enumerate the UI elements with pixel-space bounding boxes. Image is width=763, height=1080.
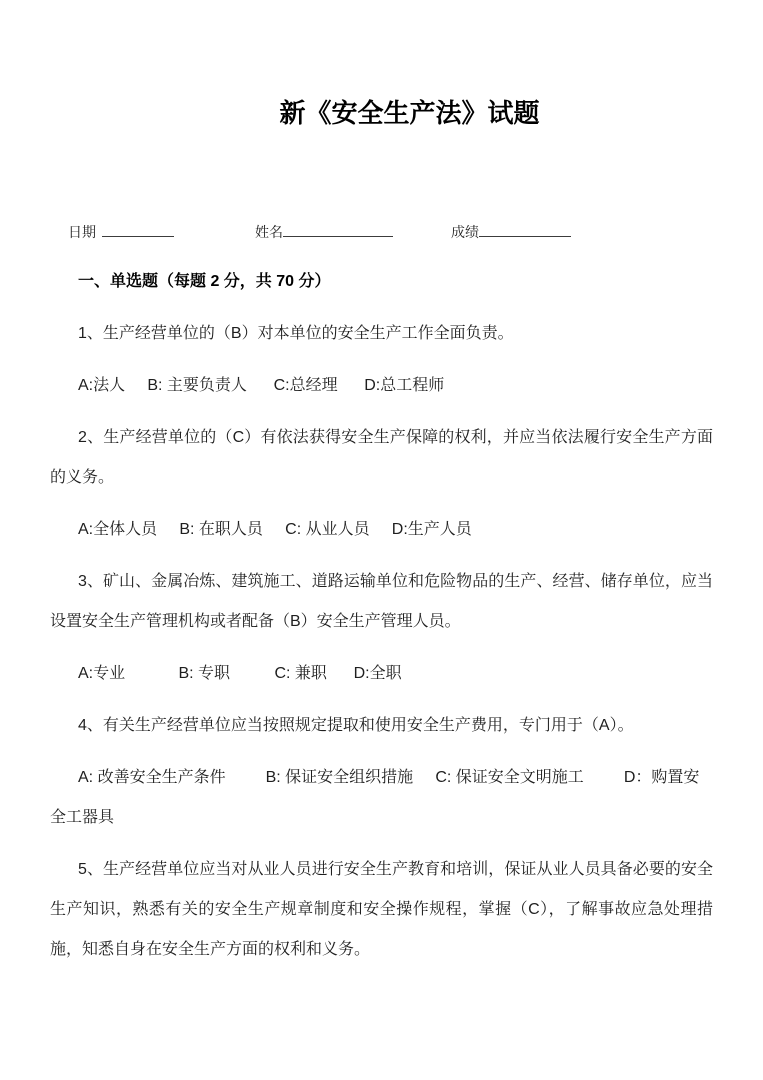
date-field xyxy=(68,222,174,242)
name-field xyxy=(255,222,393,242)
question-1-text: 1、生产经营单位的（B）对本单位的安全生产工作全面负责。 xyxy=(78,325,514,342)
question-4-text: 4、有关生产经营单位应当按照规定提取和使用安全生产费用，专门用于（A）。 xyxy=(78,717,634,734)
name-label: 姓名 xyxy=(255,224,283,240)
name-blank-line xyxy=(283,223,393,237)
section-heading: 一、单选题（每题 2 分，共 70 分） xyxy=(78,273,331,290)
question-5-text: 5、生产经营单位应当对从业人员进行安全生产教育和培训，保证从业人员具备必要的安全生产知识，熟悉有关的安全生产规章制度和安全操作规程，掌握（C），了解事故应急处理措施，知悉自身在安全生产方面的权利和义务。 xyxy=(50,861,713,958)
date-label: 日期 xyxy=(68,224,96,240)
score-field xyxy=(451,222,571,242)
date-blank-line xyxy=(102,223,174,237)
score-label: 成绩 xyxy=(451,224,479,240)
question-3-text: 3、矿山、金属冶炼、建筑施工、道路运输单位和危险物品的生产、经营、储存单位，应当设置安全生产管理机构或者配备（B）安全生产管理人员。 xyxy=(50,573,713,630)
score-blank-line xyxy=(479,223,571,237)
question-2-options: A:全体人员 B: 在职人员 C: 从业人员 D:生产人员 xyxy=(78,521,472,538)
question-4-options: A: 改善安全生产条件 B: 保证安全组织措施 C: 保证安全文明施工 D：购置安全工器具 xyxy=(50,769,700,826)
document-title: 新《安全生产法》试题 xyxy=(279,98,540,128)
question-1-options: A:法人 B: 主要负责人 C:总经理 D:总工程师 xyxy=(78,377,445,394)
header-fields-row xyxy=(50,222,713,242)
question-3-options: A:专业 B: 专职 C: 兼职 D:全职 xyxy=(78,665,402,682)
question-2-text: 2、生产经营单位的（C）有依法获得安全生产保障的权利，并应当依法履行安全生产方面的义务。 xyxy=(50,429,713,486)
